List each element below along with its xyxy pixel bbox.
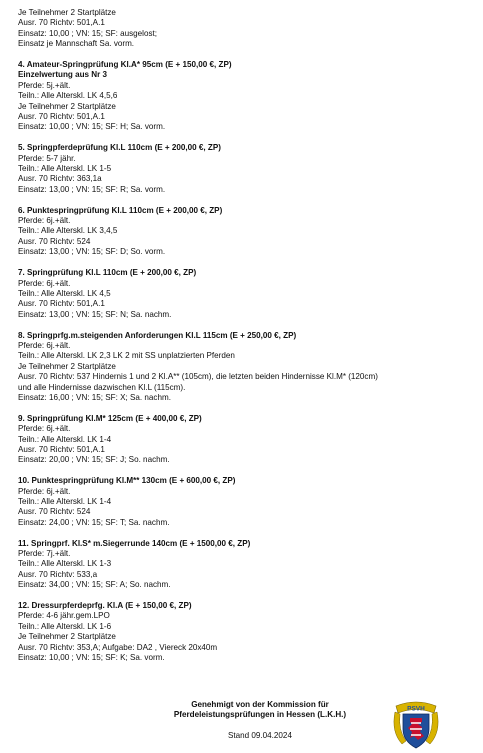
approval-note — [110, 700, 410, 721]
competition-subtitle: Einzelwertung aus Nr 3 — [18, 70, 108, 80]
psvh-logo — [388, 696, 444, 752]
competition-detail-line: Einsatz: 10,00 ; VN: 15; SF: K; Sa. vorm. — [18, 653, 165, 663]
competition-detail-line: Teiln.: Alle Alterskl. LK 2,3 LK 2 mit SS unplatzierten Pferden — [18, 351, 235, 361]
competition-detail-line: Je Teilnehmer 2 Startplätze — [18, 632, 116, 642]
logo-text: PSVH — [407, 705, 425, 713]
competition-detail-line: Pferde: 6j.+ält. — [18, 216, 71, 226]
competition-detail-line: Einsatz: 13,00 ; VN: 15; SF: R; Sa. vorm. — [18, 184, 166, 194]
competition-section — [18, 60, 468, 133]
competition-section — [18, 539, 468, 591]
competition-title: 5. Springpferdeprüfung Kl.L 110cm (E + 200,00 €, ZP) — [18, 143, 221, 153]
competition-detail-line: Ausr. 70 Richtv: 353,A; Aufgabe: DA2 , Viereck 20x40m — [18, 642, 218, 652]
competition-detail-line: Ausr. 70 Richtv: 524 — [18, 236, 91, 246]
competition-detail-line: Teiln.: Alle Alterskl. LK 1-4 — [18, 434, 112, 444]
competition-section — [18, 414, 468, 466]
competition-detail-line: Ausr. 70 Richtv: 501,A.1 — [18, 299, 105, 309]
competition-detail-line: Ausr. 70 Richtv: 524 — [18, 507, 91, 517]
competition-list — [18, 60, 468, 663]
competition-title: 12. Dressurpferdeprfg. Kl.A (E + 150,00 €, ZP) — [18, 601, 192, 611]
competition-detail-line: Einsatz: 13,00 ; VN: 15; SF: N; Sa. nachm. — [18, 309, 172, 319]
competition-section — [18, 143, 468, 195]
competition-section — [18, 206, 468, 258]
competition-detail-line: und alle Hindernisse dazwischen Kl.L (115cm). — [18, 382, 186, 392]
competition-detail-line: Ausr. 70 Richtv: 501,A.1 — [18, 112, 105, 122]
competition-detail-line: Ausr. 70 Richtv: 363,1a — [18, 174, 102, 184]
competition-title: 10. Punktespringprüfung Kl.M** 130cm (E + 600,00 €, ZP) — [18, 476, 236, 486]
competition-detail-line: Ausr. 70 Richtv: 501,A.1 — [18, 444, 105, 454]
intro-line: Einsatz je Mannschaft Sa. vorm. — [18, 39, 135, 49]
competition-detail-line: Einsatz: 13,00 ; VN: 15; SF: D; So. vorm. — [18, 247, 166, 257]
competition-detail-line: Einsatz: 34,00 ; VN: 15; SF: A; So. nachm. — [18, 580, 171, 590]
competition-detail-line: Pferde: 4-6 jähr.gem.LPO — [18, 611, 110, 621]
competition-title: 4. Amateur-Springprüfung Kl.A* 95cm (E + 150,00 €, ZP) — [18, 60, 232, 70]
competition-detail-line: Einsatz: 20,00 ; VN: 15; SF: J; So. nachm. — [18, 455, 170, 465]
competition-detail-line: Einsatz: 24,00 ; VN: 15; SF: T; Sa. nachm. — [18, 517, 170, 527]
competition-detail-line: Teiln.: Alle Alterskl. LK 3,4,5 — [18, 226, 118, 236]
intro-line: Einsatz: 10,00 ; VN: 15; SF: ausgelost; — [18, 28, 158, 38]
competition-title: 6. Punktespringprüfung Kl.L 110cm (E + 200,00 €, ZP) — [18, 205, 223, 215]
competition-detail-line: Pferde: 6j.+ält. — [18, 278, 71, 288]
competition-title: 8. Springprfg.m.steigenden Anforderungen Kl.L 115cm (E + 250,00 €, ZP) — [18, 330, 297, 340]
competition-section — [18, 601, 468, 663]
competition-detail-line: Teiln.: Alle Alterskl. LK 1-5 — [18, 164, 112, 174]
intro-block — [18, 8, 468, 50]
competition-detail-line: Teiln.: Alle Alterskl. LK 4,5,6 — [18, 91, 118, 101]
document-body — [18, 8, 468, 663]
competition-detail-line: Teiln.: Alle Alterskl. LK 1-6 — [18, 621, 112, 631]
intro-line: Ausr. 70 Richtv: 501,A.1 — [18, 18, 105, 28]
competition-detail-line: Je Teilnehmer 2 Startplätze — [18, 361, 116, 371]
competition-title: 9. Springprüfung Kl.M* 125cm (E + 400,00 €, ZP) — [18, 413, 202, 423]
competition-detail-line: Pferde: 7j.+ält. — [18, 549, 71, 558]
stand-date: Stand 09.04.2024 — [228, 731, 292, 740]
intro-line: Je Teilnehmer 2 Startplätze — [18, 8, 116, 17]
competition-title: 11. Springprf. Kl.S* m.Siegerrunde 140cm (E + 1500,00 €, ZP) — [18, 538, 251, 548]
competition-detail-line: Pferde: 6j.+ält. — [18, 424, 71, 434]
competition-detail-line: Einsatz: 10,00 ; VN: 15; SF: H; Sa. vorm. — [18, 122, 166, 132]
approval-line-1: Genehmigt von der Kommission für — [191, 700, 329, 709]
competition-detail-line: Pferde: 6j.+ält. — [18, 486, 71, 496]
approval-line-2: Pferdeleistungsprüfungen in Hessen (L.K.H.) — [173, 710, 347, 720]
competition-section — [18, 476, 468, 528]
competition-detail-line: Ausr. 70 Richtv: 533,a — [18, 569, 98, 579]
competition-detail-line: Einsatz: 16,00 ; VN: 15; SF: X; Sa. nachm. — [18, 392, 171, 402]
competition-detail-line: Teiln.: Alle Alterskl. LK 1-4 — [18, 496, 112, 506]
competition-detail-line: Teiln.: Alle Alterskl. LK 1-3 — [18, 559, 112, 569]
competition-detail-line: Teiln.: Alle Alterskl. LK 4,5 — [18, 288, 111, 298]
competition-section — [18, 268, 468, 320]
competition-detail-line: Pferde: 5-7 jähr. — [18, 153, 76, 163]
competition-detail-line: Pferde: 6j.+ält. — [18, 340, 71, 350]
competition-title: 7. Springprüfung Kl.L 110cm (E + 200,00 €, ZP) — [18, 268, 197, 278]
competition-section — [18, 331, 468, 404]
competition-detail-line: Ausr. 70 Richtv: 537 Hindernis 1 und 2 Kl.A** (105cm), die letzten beiden Hindernisse Kl.M* (120cm) — [18, 372, 378, 382]
competition-detail-line: Je Teilnehmer 2 Startplätze — [18, 101, 116, 111]
competition-detail-line: Pferde: 5j.+ält. — [18, 80, 71, 90]
